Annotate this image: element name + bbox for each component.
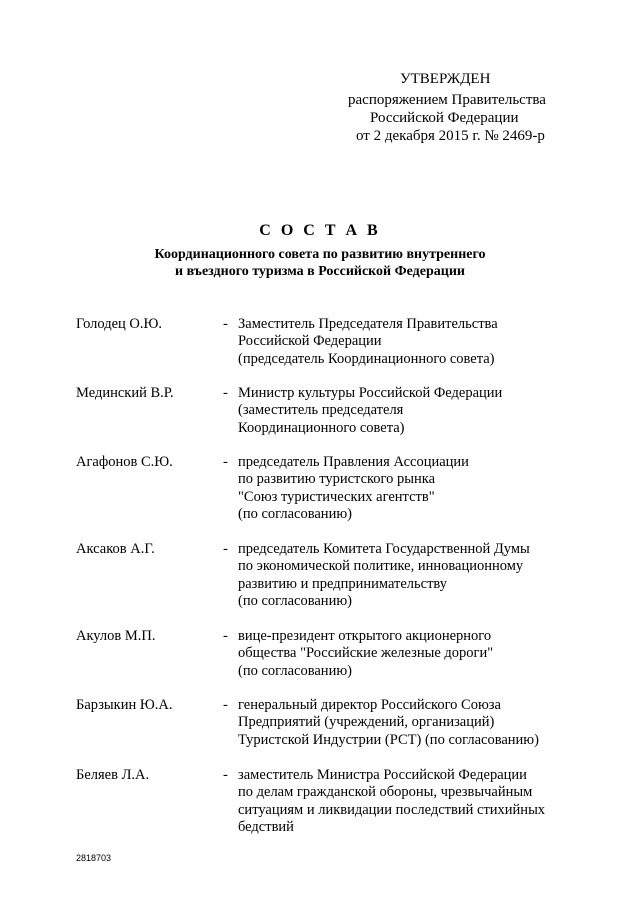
member-name: Голодец О.Ю. bbox=[76, 316, 163, 332]
member-position bbox=[238, 628, 578, 680]
position-line: вице-президент открытого акционерного bbox=[238, 628, 492, 644]
member-name: Акулов М.П. bbox=[76, 628, 156, 644]
position-line: по развитию туристского рынка bbox=[238, 471, 436, 488]
member-position bbox=[238, 541, 578, 610]
document-subtitle bbox=[0, 246, 640, 280]
approval-line-2: Российской Федерации bbox=[370, 110, 519, 126]
member-position bbox=[238, 454, 578, 523]
position-line: (по согласованию) bbox=[238, 505, 352, 522]
member-position bbox=[238, 697, 578, 749]
position-line: развитию и предпринимательству bbox=[238, 575, 448, 592]
member-name: Барзыкин Ю.А. bbox=[76, 697, 173, 713]
position-line: генеральный директор Российского Союза bbox=[238, 697, 501, 713]
position-line: ситуациям и ликвидации последствий стихийных bbox=[238, 801, 546, 818]
position-line: заместитель Министра Российской Федерации bbox=[238, 767, 527, 783]
approval-line-1: распоряжением Правительства bbox=[348, 92, 546, 108]
position-line: (председатель Координационного совета) bbox=[238, 350, 495, 367]
document-code: 2818703 bbox=[76, 853, 112, 863]
document-title: С О С Т А В bbox=[259, 222, 381, 239]
member-dash: - bbox=[223, 385, 228, 401]
member-dash: - bbox=[223, 541, 228, 557]
member-dash: - bbox=[223, 628, 228, 644]
member-name: Аксаков А.Г. bbox=[76, 541, 155, 557]
position-line: (по согласованию) bbox=[238, 662, 352, 679]
position-line: "Союз туристических агентств" bbox=[238, 488, 435, 505]
position-line: Российской Федерации bbox=[238, 333, 382, 350]
member-name: Беляев Л.А. bbox=[76, 767, 150, 783]
position-line: Заместитель Председателя Правительства bbox=[238, 316, 498, 332]
member-name: Агафонов С.Ю. bbox=[76, 454, 173, 470]
member-dash: - bbox=[223, 767, 228, 783]
member-name: Мединский В.Р. bbox=[76, 385, 174, 401]
position-line: Туристской Индустрии (РСТ) (по согласованию) bbox=[238, 731, 539, 748]
position-line: (по согласованию) bbox=[238, 592, 352, 609]
member-dash: - bbox=[223, 697, 228, 713]
position-line: бедствий bbox=[238, 818, 294, 835]
member-dash: - bbox=[223, 316, 228, 332]
position-line: по делам гражданской обороны, чрезвычайным bbox=[238, 784, 533, 801]
position-line: по экономической политике, инновационному bbox=[238, 558, 524, 575]
position-line: Министр культуры Российской Федерации bbox=[238, 385, 503, 401]
position-line: председатель Правления Ассоциации bbox=[238, 454, 469, 470]
approval-line-3: от 2 декабря 2015 г. № 2469-р bbox=[356, 128, 545, 144]
position-line: (заместитель председателя bbox=[238, 402, 404, 419]
position-line: общества "Российские железные дороги" bbox=[238, 645, 494, 662]
member-dash: - bbox=[223, 454, 228, 470]
position-line: Предприятий (учреждений, организаций) bbox=[238, 714, 495, 731]
position-line: Координационного совета) bbox=[238, 419, 405, 436]
approval-title: УТВЕРЖДЕН bbox=[400, 71, 491, 87]
member-position bbox=[238, 316, 578, 368]
subtitle-line-2: и въездного туризма в Российской Федерации bbox=[175, 264, 465, 279]
subtitle-line-1: Координационного совета по развитию внутреннего bbox=[154, 247, 486, 262]
member-position bbox=[238, 385, 578, 437]
position-line: председатель Комитета Государственной Думы bbox=[238, 541, 530, 557]
member-position bbox=[238, 767, 578, 836]
